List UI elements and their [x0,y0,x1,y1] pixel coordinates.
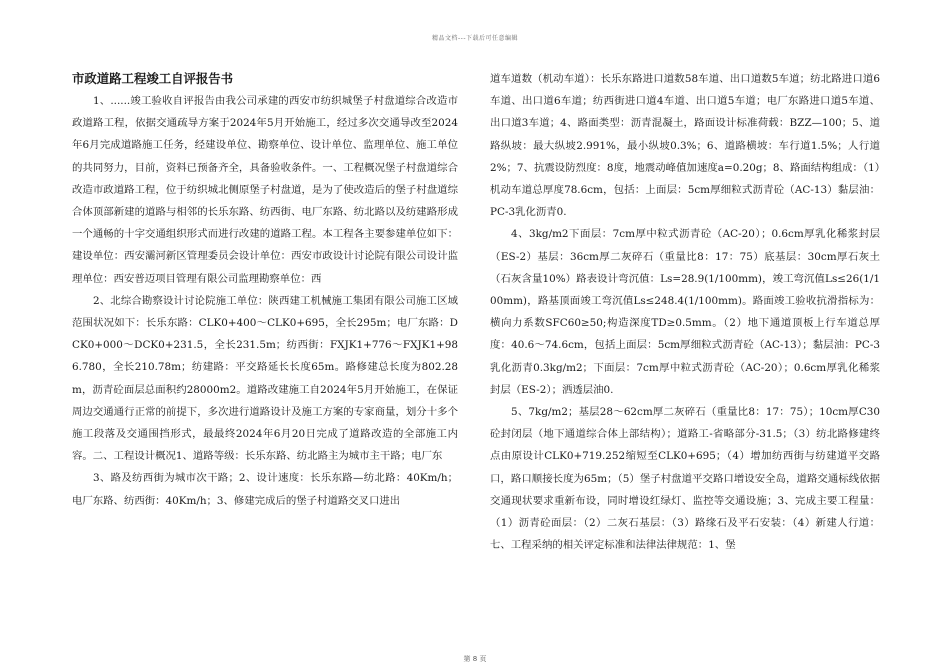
paragraph: 3、路及纺西街为城市次干路；2、设计速度：长乐东路—纺北路：40Km/h；电厂东路、纺西街：40Km/h；3、修建完成后的堡子村道路交叉口进出 [72,472,458,507]
paragraph: 1、......竣工验收自评报告由我公司承建的西安市纺织城堡子村盘道综合改造市政道路工程，依据交通疏导方案于2024年5月开始施工，经过多次交通导改至2024年6月完成道路施工任务，经建设单位、勘察单位、设计单位、监理单位、施工单位的共同努力，目前，资料已预备齐全，具备验收条件。一、工程概况堡子村盘道综合改造市政道路工程，位于纺织城北侧原堡子村盘道，是为了使改造后的堡子村盘道综合体顶部新建的道路与相邻的长乐东路、纺西街、电厂东路、纺北路以及纺建路形成一个通畅的十字交通组织形式而进行改建的道路工程。本工程各主要参建单位如下：建设单位：西安灞河新区管理委员会设计单位：西安市政设计讨论院有限公司设计监理单位：西安普迈项目管理有限公司监理勘察单位：西 [72,95,458,285]
right-column [490,68,880,556]
page-header: 精品文档---下载后可任意编辑 [432,35,518,42]
paragraph: 5、7kg/m2；基层28～62cm厚二灰碎石（重量比8：17：75）；10cm厚C30砼封闭层（地下通道综合体上部结构）；道路工-省略部分-31.5；（3）纺北路修建终点由原设计CLK0+719.252缩短至CLK0+695；（4）增加纺西街与纺建道平交路口，路口顺接长度为65m；（5）堡子村盘道平交路口增设安全岛，道路交通标线依据交通现状要求重新布设，同时增设红绿灯、监控等交通设施；3、完成主要工程量：（1）沥青砼面层：（2）二灰石基层：（3）路缘石及平石安装：（4）新建人行道：七、工程采纳的相关评定标准和法律法律规范：1、堡 [490,406,880,552]
paragraph: 道车道数（机动车道）：长乐东路进口道数58车道、出口道数5车道；纺北路进口道6车道、出口道6车道；纺西街进口道4车道、出口道5车道；电厂东路进口道5车道、出口道3车道；4、路面类型：沥青混凝土，路面设计标准荷载：BZZ—100；5、道路纵坡：最大纵坡2.991%，最小纵坡0.3%；6、道路横坡：车行道1.5%；人行道2%；7、抗震设防烈度：8度，地震动峰值加速度a=0.20g；8、路面结构组成：（1）机动车道总厚度78.6cm，包括：上面层：5cm厚细粒式沥青砼（AC-13）黏层油：PC-3乳化沥青0. [490,73,880,219]
page-number: 第 8 页 [463,655,487,663]
document-title: 市政道路工程竣工自评报告书 [72,71,234,86]
paragraph: 2、北综合勘察设计讨论院施工单位：陕西建工机械施工集团有限公司施工区域范围状况如下：长乐东路：CLK0+400～CLK0+695，全长295m；电厂东路：DCK0+000～DCK0+231.5，全长231.5m；纺西街：FXJK1+776～FXJK1+986.780，全长210.78m；纺建路：平交路延长长度65m。路修建总长度为802.28m，沥青砼面层总面积约28000m2。道路改建施工自2024年5月开始施工，在保证周边交通通行正常的前提下，多次进行道路设计及施工方案的专家商量，划分十多个施工段落及交通围挡形式，最最终2024年6月20日完成了道路改造的全部施工内容。二、工程设计概况1、道路等级：长乐东路、纺北路主为城市主干路；电厂东 [72,294,458,463]
paragraph: 4、3kg/m2下面层：7cm厚中粒式沥青砼（AC-20）；0.6cm厚乳化稀浆封层（ES-2）基层：36cm厚二灰碎石（重量比8：17：75）底基层：30cm厚石灰土（石灰含量10%）路表设计弯沉值：Ls=28.9(1/100mm)，竣工弯沉值Ls≤26(1/100mm)，路基顶面竣工弯沉值Ls≤248.4(1/100mm)。路面竣工验收抗滑指标为：横向力系数SFC60≥50;构造深度TD≥0.5mm。（2）地下通道顶板上行车道总厚度：40.6～74.6cm，包括上面层：5cm厚细粒式沥青砼（AC-13）；黏层油：PC-3乳化沥青0.3kg/m2；下面层：7cm厚中粒式沥青砼（AC-20）；0.6cm厚乳化稀浆封层（ES-2）；洒透层油0. [490,228,880,396]
left-column [72,68,458,512]
